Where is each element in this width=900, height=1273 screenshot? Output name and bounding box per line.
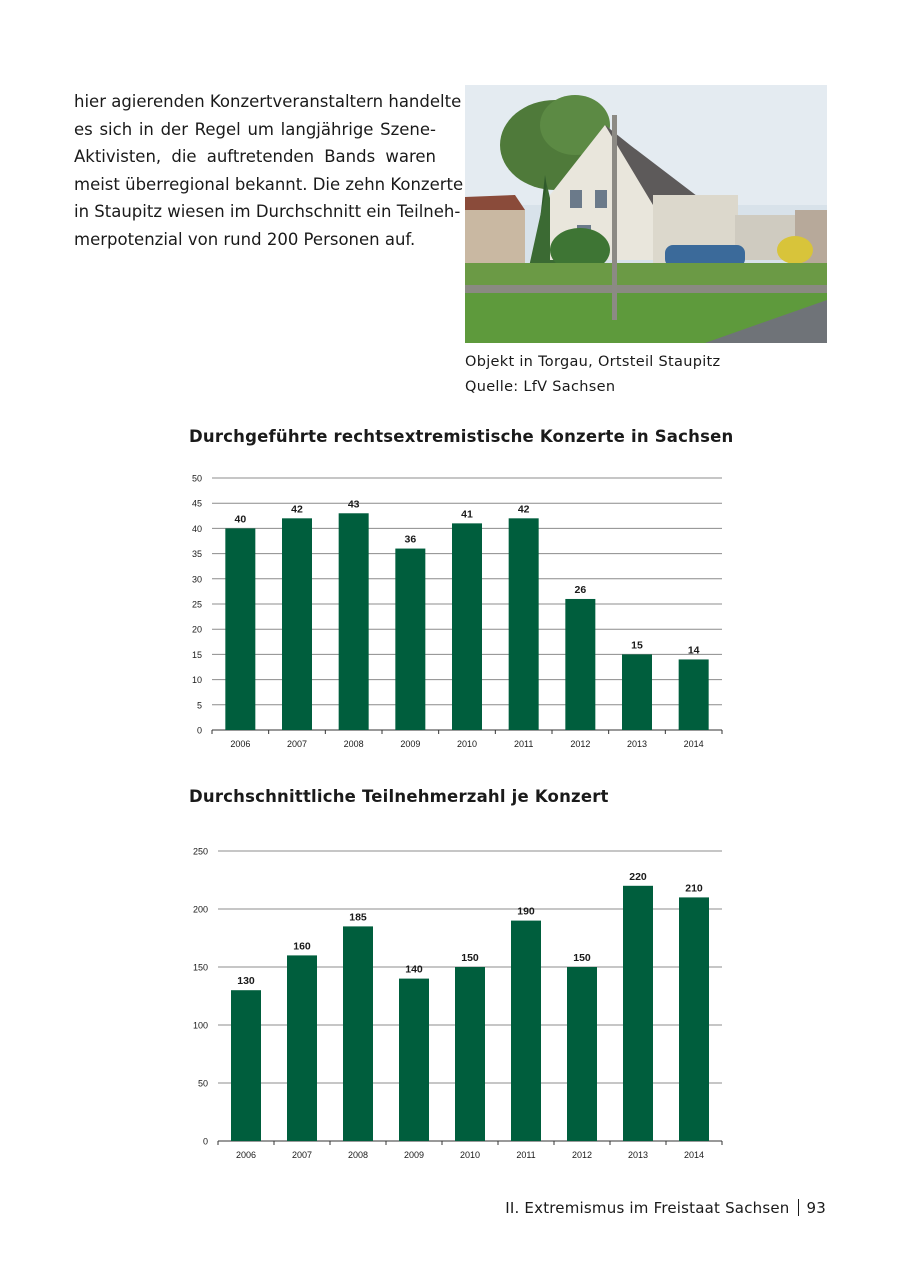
x-tick-label: 2007 — [291, 1150, 313, 1160]
y-tick-label: 40 — [191, 523, 202, 534]
y-tick-label: 0 — [196, 725, 202, 736]
y-tick-label: 5 — [196, 700, 202, 711]
footer-section: II. Extremismus im Freistaat Sachsen — [505, 1199, 790, 1217]
intro-line: merpotenzial von rund 200 Personen auf. — [74, 229, 416, 249]
bar-value-label: 40 — [234, 513, 247, 526]
x-tick-label: 2007 — [286, 739, 308, 749]
photo-caption — [465, 350, 720, 400]
bar-value-label: 15 — [631, 639, 643, 652]
y-tick-label: 0 — [202, 1136, 208, 1147]
bar-2009 — [399, 979, 429, 1141]
x-tick-label: 2014 — [683, 739, 704, 749]
x-tick-label: 2006 — [230, 739, 251, 749]
caption-source: Quelle: LfV Sachsen — [465, 379, 616, 395]
bar-value-label: 150 — [573, 952, 591, 964]
bar-2014 — [679, 659, 709, 730]
bar-value-label: 42 — [517, 503, 530, 516]
bar-2007 — [287, 955, 317, 1141]
y-tick-label: 10 — [191, 675, 202, 686]
bar-value-label: 42 — [291, 503, 303, 516]
bar-2007 — [282, 518, 312, 730]
bar-2008 — [339, 513, 369, 730]
x-tick-label: 2011 — [513, 739, 534, 749]
bar-value-label: 210 — [685, 882, 703, 895]
bar-value-label: 41 — [461, 508, 473, 521]
bar-value-label: 185 — [349, 911, 367, 924]
x-tick-label: 2008 — [347, 1150, 369, 1160]
x-tick-label: 2009 — [403, 1150, 425, 1160]
bar-2011 — [511, 921, 541, 1141]
bar-2012 — [567, 967, 597, 1141]
bar-value-label: 14 — [687, 644, 700, 657]
x-tick-label: 2013 — [626, 739, 648, 749]
y-tick-label: 20 — [191, 624, 202, 635]
bar-2013 — [622, 654, 652, 730]
bar-2006 — [231, 990, 261, 1141]
bar-value-label: 26 — [574, 583, 587, 596]
x-tick-label: 2010 — [459, 1150, 481, 1160]
y-tick-label: 200 — [192, 904, 208, 915]
x-tick-label: 2012 — [570, 739, 591, 749]
chart1-title: Durchgeführte rechtsextremistische Konzerte in Sachsen — [189, 427, 734, 446]
footer-divider — [798, 1199, 799, 1216]
y-tick-label: 50 — [191, 473, 202, 484]
intro-paragraph — [74, 88, 464, 253]
x-tick-label: 2014 — [683, 1150, 705, 1160]
intro-line: in Staupitz wiesen im Durchschnitt ein Teilneh- — [74, 202, 461, 221]
bar-value-label: 130 — [237, 975, 255, 988]
page-footer — [505, 1199, 826, 1217]
y-tick-label: 100 — [192, 1020, 208, 1031]
bar-2008 — [343, 926, 373, 1141]
bar-value-label: 43 — [347, 498, 360, 511]
bar-value-label: 36 — [404, 533, 417, 546]
x-tick-label: 2008 — [343, 739, 364, 749]
x-tick-label: 2010 — [456, 739, 478, 749]
intro-line: hier agierenden Konzertveranstaltern handelte — [74, 92, 462, 111]
bar-2010 — [455, 967, 485, 1141]
x-tick-label: 2011 — [516, 1150, 536, 1160]
x-tick-label: 2013 — [627, 1150, 649, 1160]
x-tick-label: 2006 — [235, 1150, 257, 1160]
y-tick-label: 45 — [191, 498, 202, 509]
intro-line: Aktivisten, die auftretenden Bands waren — [74, 147, 436, 166]
page-number: 93 — [806, 1199, 826, 1217]
y-tick-label: 15 — [191, 649, 202, 660]
y-tick-label: 30 — [191, 574, 202, 585]
intro-line: meist überregional bekannt. Die zehn Konzerte — [74, 174, 464, 194]
concerts-bar-chart — [0, 465, 900, 765]
bar-value-label: 190 — [517, 905, 535, 918]
bar-2011 — [509, 518, 539, 730]
x-tick-label: 2009 — [400, 739, 421, 749]
bar-value-label: 160 — [293, 940, 311, 953]
bar-value-label: 140 — [405, 963, 423, 976]
caption-text: Objekt in Torgau, Ortsteil Staupitz — [465, 354, 721, 370]
bar-2012 — [565, 599, 595, 730]
y-tick-label: 35 — [191, 549, 202, 560]
bar-2010 — [452, 523, 482, 730]
participants-bar-chart — [0, 840, 900, 1170]
house-photo — [465, 85, 827, 343]
bar-value-label: 150 — [461, 952, 479, 964]
intro-line: es sich in der Regel um langjährige Szene- — [74, 119, 436, 139]
bar-value-label: 220 — [629, 870, 647, 883]
bar-2013 — [623, 886, 653, 1141]
y-tick-label: 150 — [192, 962, 208, 973]
x-tick-label: 2012 — [571, 1150, 593, 1160]
y-tick-label: 250 — [192, 846, 208, 857]
y-tick-label: 50 — [197, 1078, 208, 1089]
chart2-title: Durchschnittliche Teilnehmerzahl je Konzert — [189, 787, 609, 806]
y-tick-label: 25 — [191, 599, 202, 610]
bar-2006 — [225, 528, 255, 730]
bar-2014 — [679, 897, 709, 1141]
bar-2009 — [395, 549, 425, 730]
